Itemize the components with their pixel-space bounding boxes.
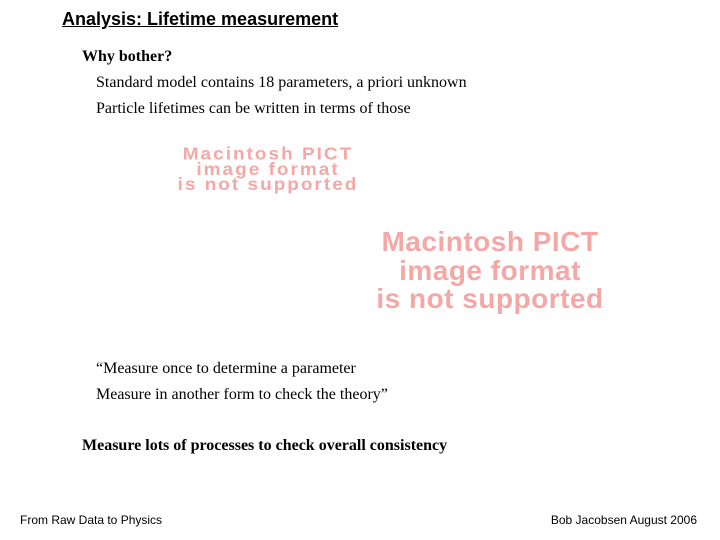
placeholder-line: Macintosh PICT [381,226,599,257]
emphasis-line: Measure lots of processes to check overall consistency [82,437,448,454]
placeholder-line: Macintosh PICT [182,145,354,165]
unsupported-image-placeholder-large [320,228,660,314]
quote-line-1: “Measure once to determine a parameter [96,360,356,377]
footer-left-text: From Raw Data to Physics [20,513,163,527]
placeholder-line: is not supported [177,175,359,195]
section-heading: Why bother? [82,48,173,65]
footer-right-text: Bob Jacobsen August 2006 [550,513,697,527]
slide-title: Analysis: Lifetime measurement [62,9,339,29]
placeholder-line: is not supported [376,283,604,315]
quote-line-2: Measure in another form to check the theory” [96,386,388,403]
unsupported-image-placeholder-small [96,147,440,193]
placeholder-line: image format [196,160,340,180]
body-line-2: Particle lifetimes can be written in terms of those [96,100,411,117]
body-line-1: Standard model contains 18 parameters, a priori unknown [96,74,467,91]
placeholder-line: image format [399,254,581,286]
